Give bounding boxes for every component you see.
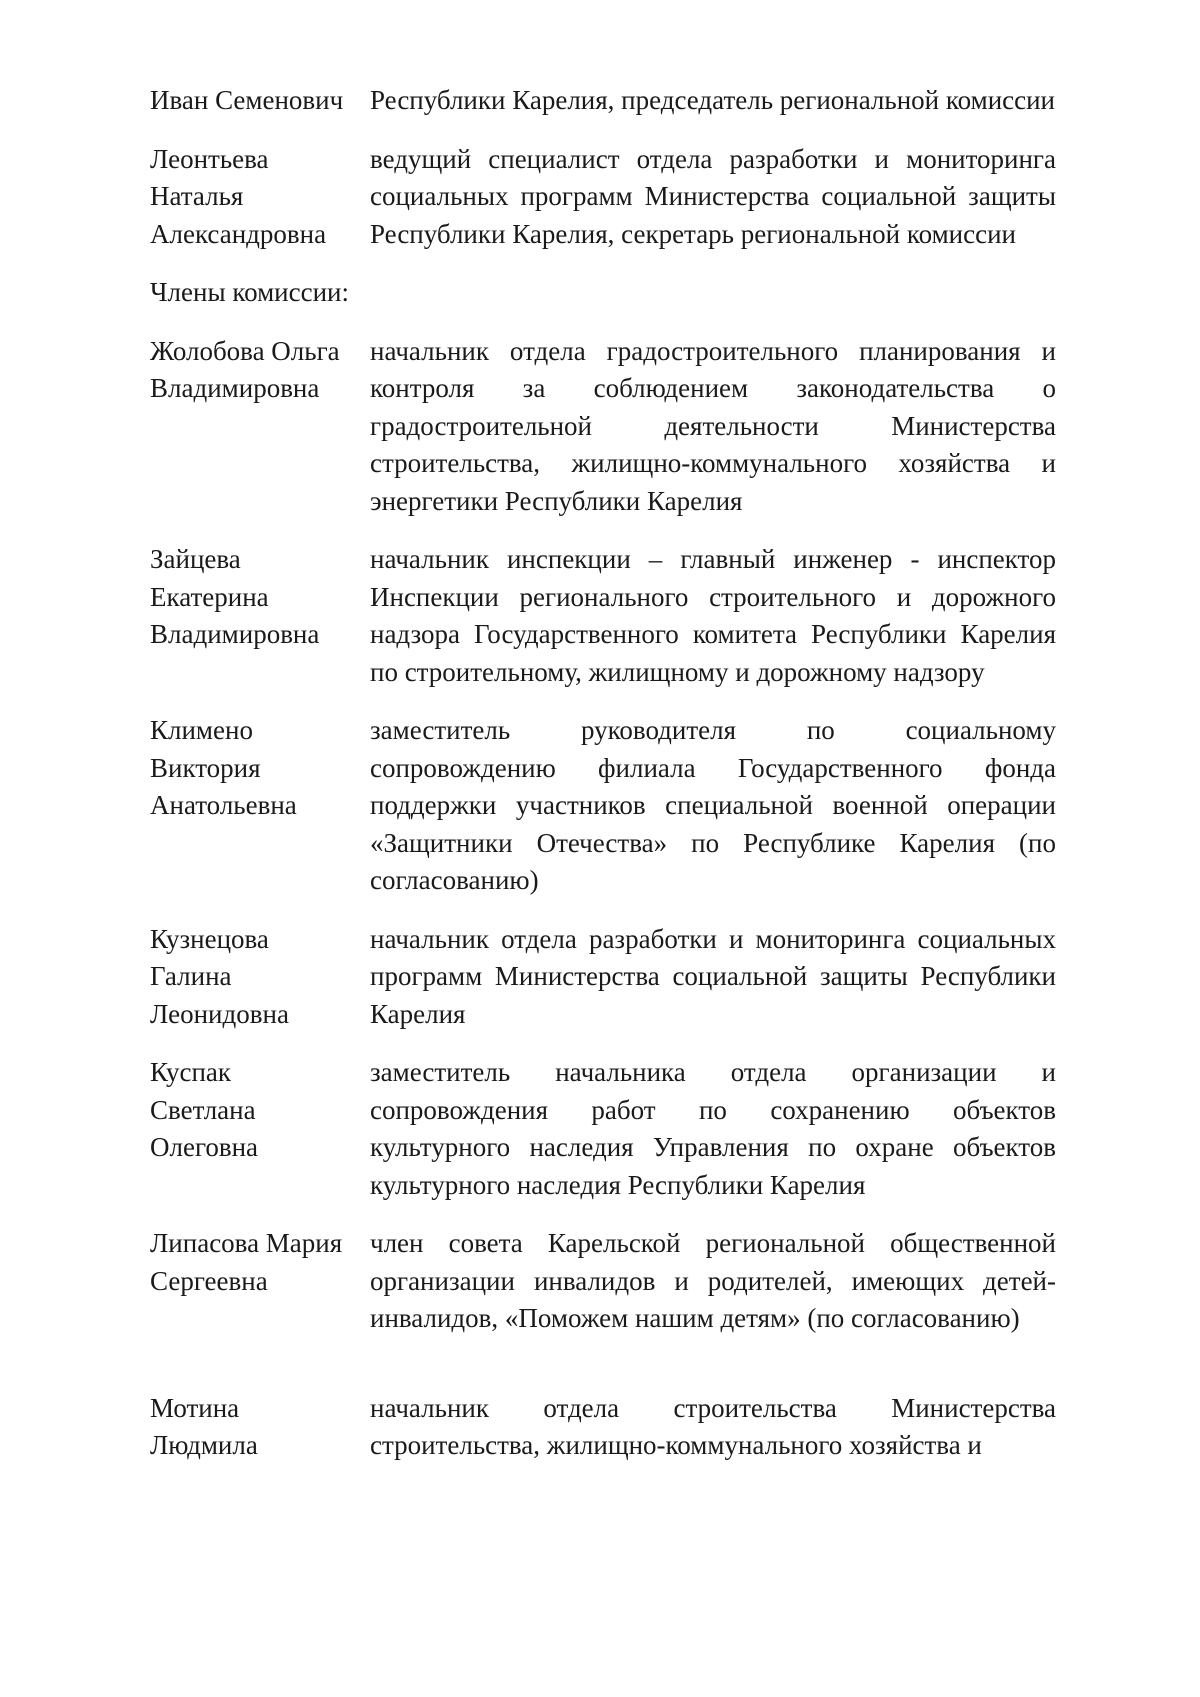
member-name-line: Мотина — [150, 1392, 240, 1423]
member-name-line: Екатерина — [150, 581, 269, 612]
member-name-line: Светлана — [150, 1094, 256, 1125]
member-name — [150, 921, 370, 1034]
member-position: начальник отдела строительства Министерства строительства, жилищно-коммунального хозяйства и — [370, 1392, 1056, 1460]
member-name-line: Виктория — [150, 752, 261, 783]
member-name — [150, 712, 370, 825]
member-name-line: Зайцева — [150, 544, 241, 574]
member-name-line: Наталья — [150, 181, 244, 211]
member-name-line: Александровна — [150, 218, 327, 249]
member-name-line: Леонтьева — [150, 143, 269, 174]
member-name — [150, 1054, 370, 1167]
member-entry — [150, 712, 1056, 900]
member-name-line: Людмила — [150, 1430, 258, 1460]
member-name-line: Галина — [150, 961, 232, 991]
member-position: ведущий специалист отдела разработки и мониторинга социальных программ Министерства социальной защиты Республики Карелия, секретарь региональной комиссии — [370, 143, 1056, 249]
member-name-line: Леонидовна — [150, 998, 289, 1029]
member-position: член совета Карельской региональной общественной организации инвалидов и родителей, имеющих детей-инвалидов, «Поможем нашим детям» (по согласованию) — [370, 1228, 1056, 1333]
member-name-line: Липасова Мария — [150, 1228, 343, 1258]
member-name-line: Сергеевна — [150, 1265, 268, 1296]
commission-member-list — [150, 82, 1056, 1486]
member-name — [150, 141, 370, 254]
member-name — [150, 1225, 370, 1300]
member-position: начальник отдела градостроительного планирования и контроля за соблюдением законодательства о градостроительной деятельности Министерства строительства, жилищно-коммунального хозяйства и энергетики Республики Карелия — [370, 335, 1056, 516]
member-position: заместитель начальника отдела организации и сопровождения работ по сохранению объектов культурного наследия Управления по охране объектов культурного наследия Республики Карелия — [370, 1057, 1056, 1200]
member-entry — [150, 541, 1056, 691]
member-entry — [150, 1054, 1056, 1204]
member-name-line: Кузнецова — [150, 923, 269, 954]
member-entry — [150, 141, 1056, 254]
member-name — [150, 541, 370, 654]
member-name-line: Куспак — [150, 1057, 232, 1087]
member-name-line: Иван Семенович — [150, 85, 344, 115]
member-name-line: Владимировна — [150, 619, 320, 649]
member-name-line: Анатольевна — [150, 790, 297, 820]
member-name-line: Климено — [150, 715, 253, 745]
member-name-line: Владимировна — [150, 373, 320, 403]
member-name — [150, 82, 370, 120]
member-name — [150, 333, 370, 408]
member-entry — [150, 921, 1056, 1034]
member-entry — [150, 1390, 1056, 1465]
member-position: заместитель руководителя по социальному сопровождению филиала Государственного фонда поддержки участников специальной военной операции «Защитники Отечества» по Республике Карелия (по согласованию) — [370, 715, 1056, 895]
member-position: Республики Карелия, председатель региональной комиссии — [370, 85, 1056, 115]
member-entry — [150, 1225, 1056, 1338]
member-name — [150, 1390, 370, 1465]
member-entry — [150, 333, 1056, 521]
members-heading: Члены комиссии: — [150, 277, 349, 307]
member-position: начальник отдела разработки и мониторинга социальных программ Министерства социальной защиты Республики Карелия — [370, 923, 1056, 1029]
member-name-line: Олеговна — [150, 1132, 259, 1162]
member-name-line: Жолобова Ольга — [150, 335, 340, 366]
member-entry — [150, 82, 1056, 120]
member-position: начальник инспекции – главный инженер - инспектор Инспекции регионального строительного и дорожного надзора Государственного комитета Республики Карелия по строительному, жилищному и дорожному надзору — [370, 544, 1056, 687]
